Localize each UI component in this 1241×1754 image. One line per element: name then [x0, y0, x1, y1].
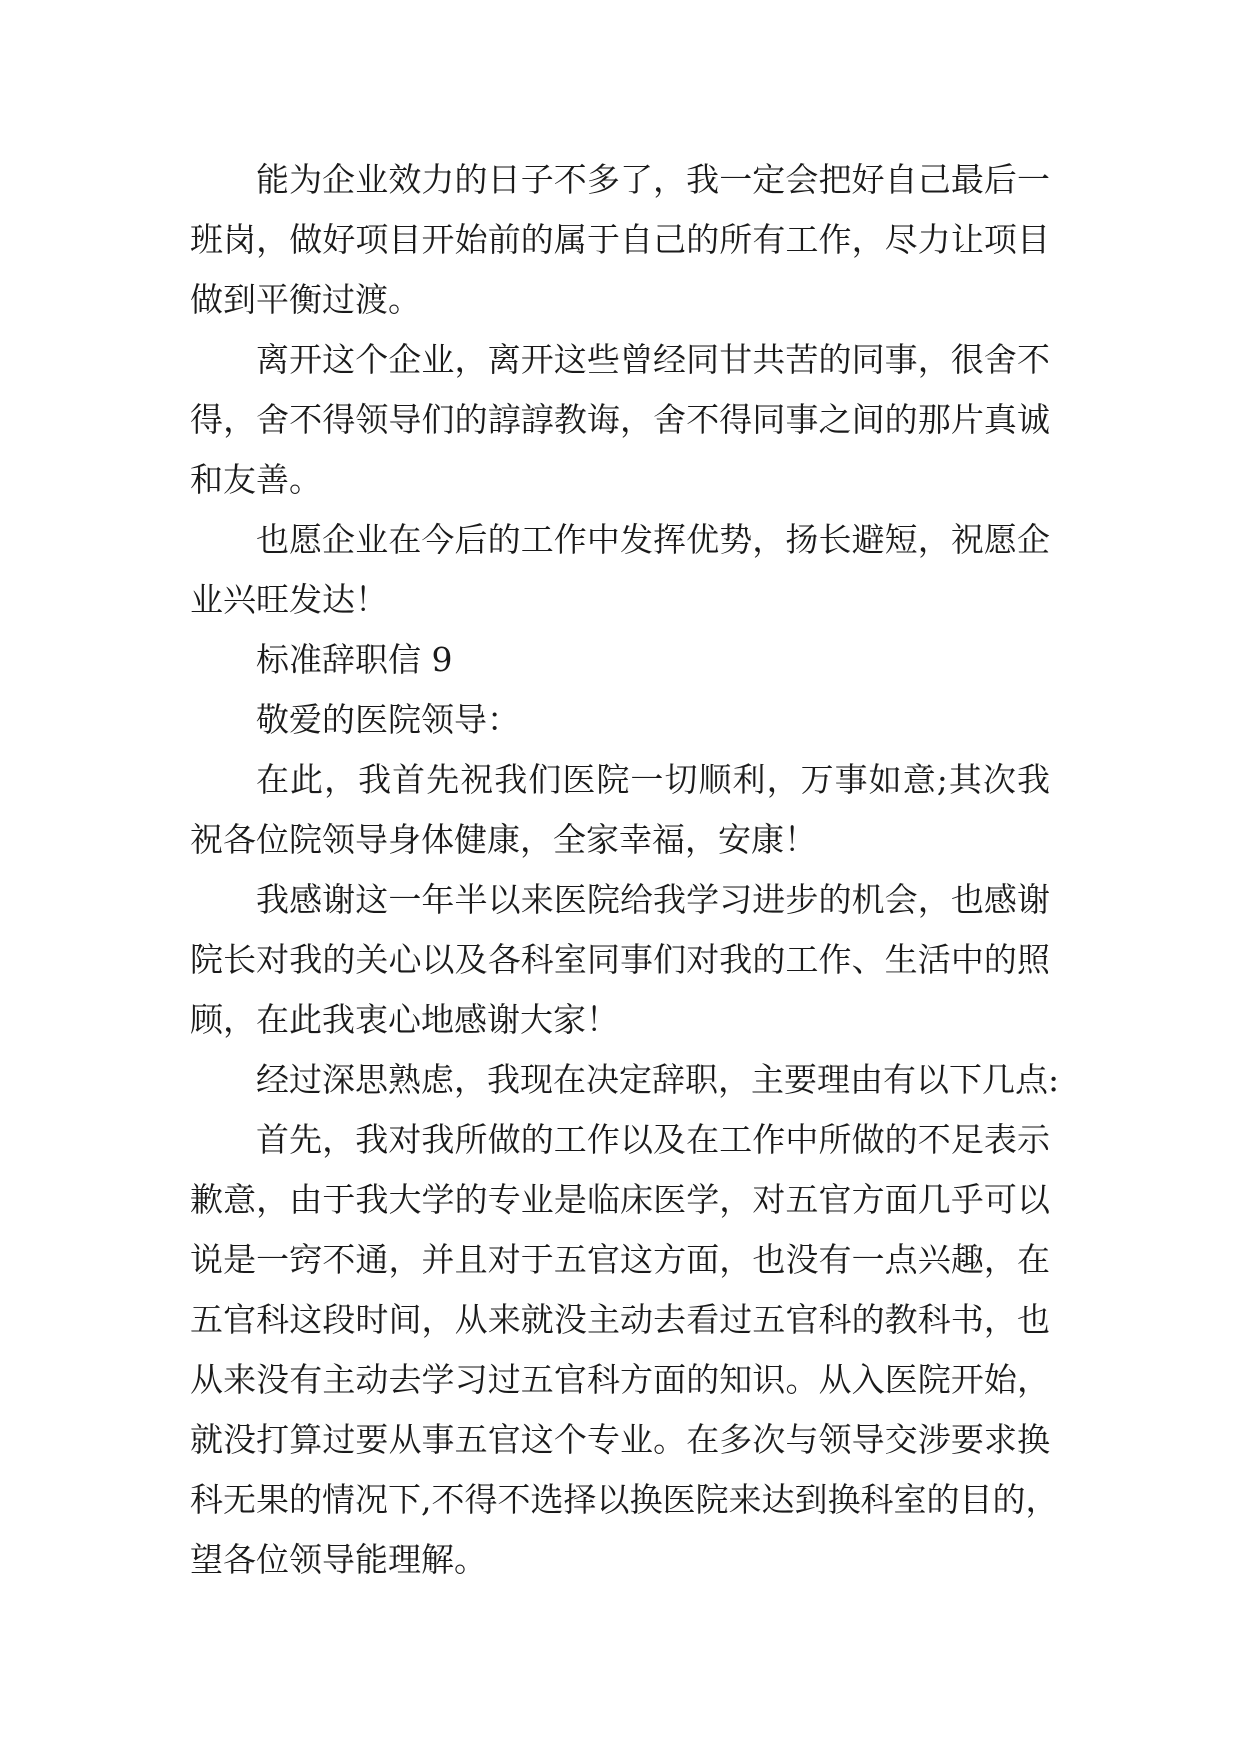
text-line: 说是一窍不通，并且对于五官这方面，也没有一点兴趣，在: [190, 1240, 1050, 1279]
text-line: 做到平衡过渡。: [190, 280, 421, 319]
text-line: 我感谢这一年半以来医院给我学习进步的机会，也感谢: [256, 880, 1050, 919]
text-line: 也愿企业在今后的工作中发挥优势，扬长避短，祝愿企: [256, 520, 1050, 559]
text-line: 经过深思熟虑，我现在决定辞职，主要理由有以下几点:: [256, 1060, 1060, 1099]
text-line: 从来没有主动去学习过五官科方面的知识。从入医院开始，: [190, 1360, 1050, 1399]
text-line: 业兴旺发达！: [190, 580, 388, 619]
text-line: 就没打算过要从事五官这个专业。在多次与领导交涉要求换: [190, 1420, 1050, 1459]
text-line: 班岗，做好项目开始前的属于自己的所有工作，尽力让项目: [190, 220, 1050, 259]
text-line: 科无果的情况下,不得不选择以换医院来达到换科室的目的，: [190, 1480, 1059, 1519]
text-line: 祝各位院领导身体健康，全家幸福，安康！: [190, 820, 817, 859]
text-line: 五官科这段时间，从来就没主动去看过五官科的教科书，也: [190, 1300, 1050, 1339]
text-line: 歉意，由于我大学的专业是临床医学，对五官方面几乎可以: [190, 1180, 1050, 1219]
text-line: 离开这个企业，离开这些曾经同甘共苦的同事，很舍不: [256, 340, 1050, 379]
text-line: 望各位领导能理解。: [190, 1540, 487, 1579]
document-body: [190, 150, 1060, 1590]
text-line: 院长对我的关心以及各科室同事们对我的工作、生活中的照: [190, 940, 1050, 979]
text-line: 在此，我首先祝我们医院一切顺利，万事如意;其次我: [256, 760, 1050, 799]
text-line: 标准辞职信 9: [256, 640, 453, 679]
text-line: 敬爱的医院领导：: [256, 700, 520, 739]
text-line: 首先，我对我所做的工作以及在工作中所做的不足表示: [256, 1120, 1050, 1159]
text-line: 和友善。: [190, 460, 322, 499]
text-line: 顾，在此我衷心地感谢大家！: [190, 1000, 619, 1039]
text-line: 得，舍不得领导们的諄諄教诲，舍不得同事之间的那片真诚: [190, 400, 1050, 439]
text-line: 能为企业效力的日子不多了，我一定会把好自己最后一: [256, 160, 1050, 199]
